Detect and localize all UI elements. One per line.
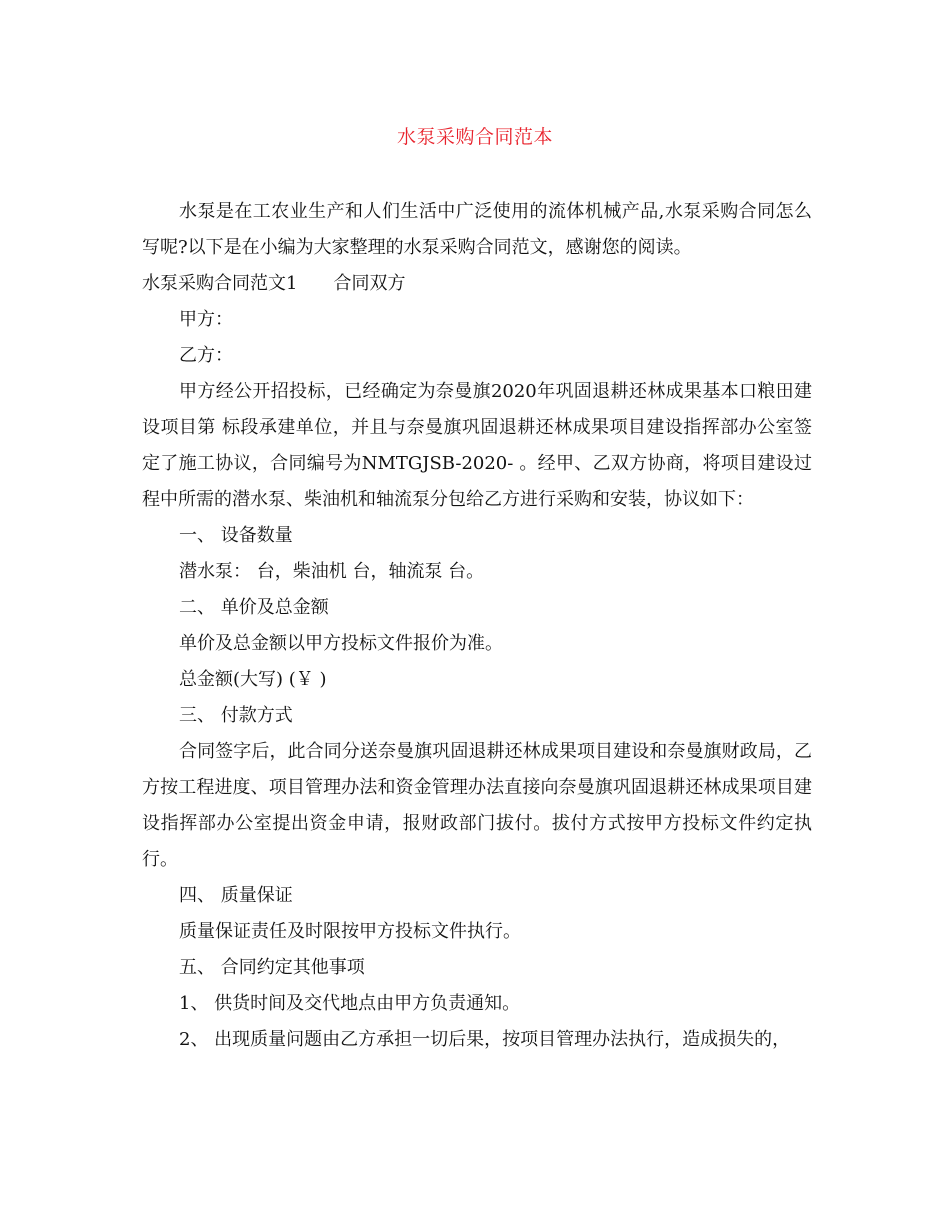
paragraph: 五、 合同约定其他事项	[179, 957, 365, 978]
paragraph: 三、 付款方式	[179, 705, 293, 726]
paragraph: 质量保证责任及时限按甲方投标文件执行。	[179, 921, 521, 942]
paragraph: 1、 供货时间及交代地点由甲方负责通知。	[179, 993, 521, 1014]
paragraph: 合同签字后，此合同分送奈曼旗巩固退耕还林成果项目建设和奈曼旗财政局，乙方按工程进度、项目管理办法和资金管理办法直接向奈曼旗巩固退耕还林成果项目建设指挥部办公室提出资金申请，报财政部门拔付。拔付方式按甲方投标文件约定执行。	[142, 741, 812, 870]
document-title: 水泵采购合同范本	[396, 126, 553, 148]
paragraph: 单价及总金额以甲方投标文件报价为准。	[179, 633, 503, 654]
document-body	[142, 194, 812, 1058]
paragraph: 四、 质量保证	[179, 885, 293, 906]
paragraph: 水泵采购合同范文1 合同双方	[142, 273, 406, 294]
paragraph: 甲方经公开招投标，已经确定为奈曼旗2020年巩固退耕还林成果基本口粮田建设项目第 标段承建单位，并且与奈曼旗巩固退耕还林成果项目建设指挥部办公室签定了施工协议，合同编号为NMTGJSB-2020- 。经甲、乙双方协商，将项目建设过程中所需的潜水泵、柴油机和轴流泵分包给乙方进行采购和安装，协议如下：	[142, 381, 812, 510]
paragraph: 二、 单价及总金额	[179, 597, 329, 618]
paragraph: 水泵是在工农业生产和人们生活中广泛使用的流体机械产品,水泵采购合同怎么写呢?以下是在小编为大家整理的水泵采购合同范文，感谢您的阅读。	[142, 201, 812, 258]
paragraph: 潜水泵： 台，柴油机 台，轴流泵 台。	[179, 561, 485, 582]
paragraph: 乙方：	[179, 345, 233, 366]
paragraph: 总金额(大写) (￥ )	[179, 669, 327, 690]
paragraph: 甲方：	[179, 309, 233, 330]
paragraph: 2、 出现质量问题由乙方承担一切后果，按项目管理办法执行，造成损失的，	[179, 1029, 791, 1050]
paragraph: 一、 设备数量	[179, 525, 293, 546]
